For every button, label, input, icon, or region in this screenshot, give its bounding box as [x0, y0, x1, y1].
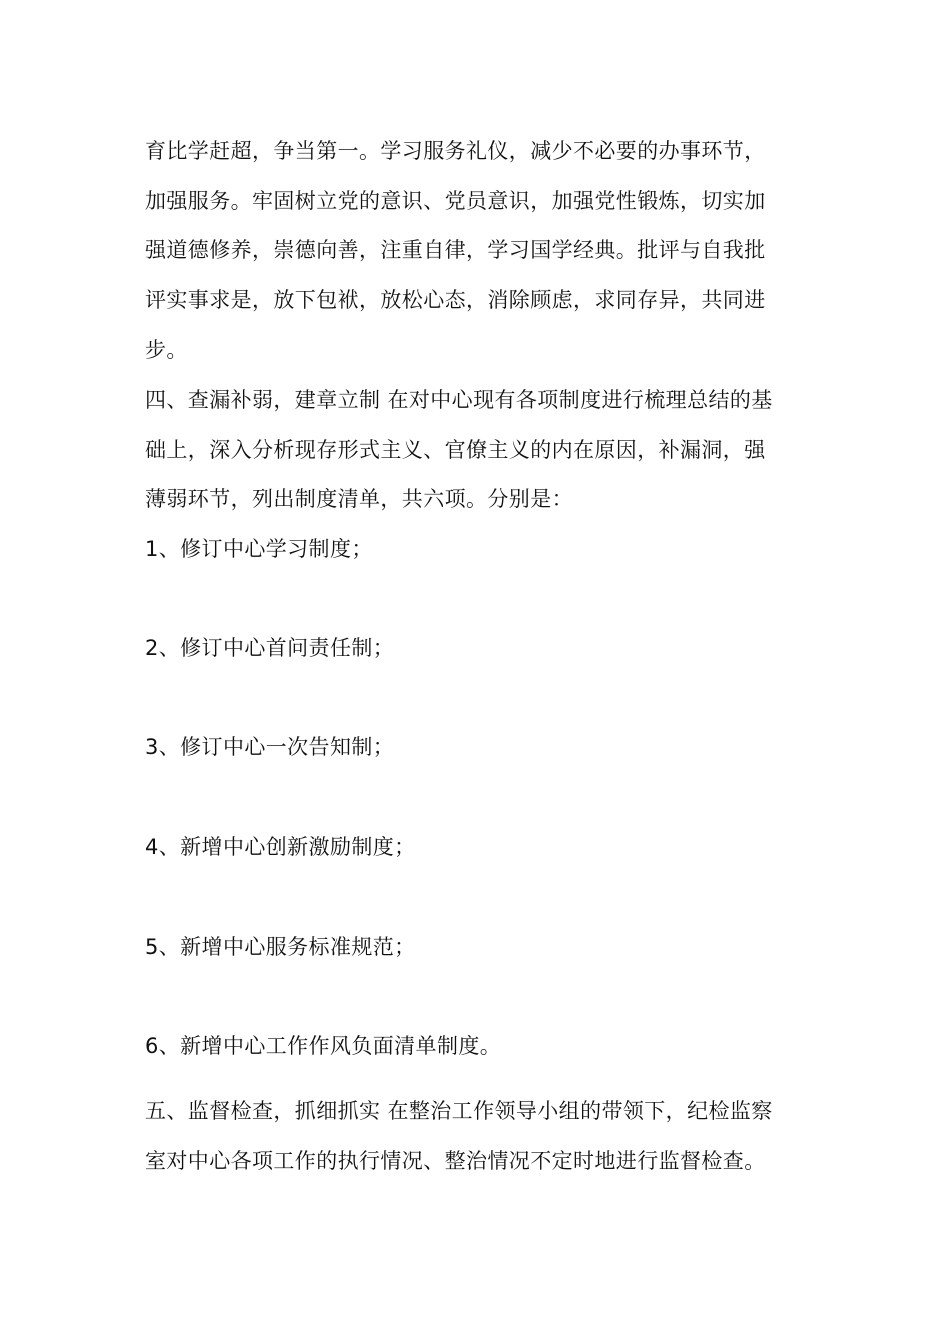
paragraph-line: 育比学赶超，争当第一。学习服务礼仪，减少不必要的办事环节， — [145, 139, 766, 163]
paragraph-line: 强道德修养，崇德向善，注重自律，学习国学经典。批评与自我批 — [145, 238, 766, 262]
list-item: 2、修订中心首问责任制； — [145, 636, 395, 660]
paragraph-line: 室对中心各项工作的执行情况、整治情况不定时地进行监督检查。 — [145, 1149, 766, 1173]
section-5-heading-line: 五、监督检查，抓细抓实 在整治工作领导小组的带领下，纪检监察 — [145, 1099, 773, 1123]
paragraph-line: 评实事求是，放下包袱，放松心态，消除顾虑，求同存异，共同进 — [145, 288, 766, 312]
paragraph-line: 薄弱环节，列出制度清单，共六项。分别是： — [145, 487, 573, 511]
list-item: 4、新增中心创新激励制度； — [145, 835, 416, 859]
list-item: 6、新增中心工作作风负面清单制度。 — [145, 1034, 502, 1058]
paragraph-line: 础上，深入分析现存形式主义、官僚主义的内在原因，补漏洞，强 — [145, 438, 766, 462]
paragraph-line: 加强服务。牢固树立党的意识、党员意识，加强党性锻炼，切实加 — [145, 189, 766, 213]
paragraph-line: 步。 — [145, 338, 188, 362]
list-item: 3、修订中心一次告知制； — [145, 735, 395, 759]
section-4-heading-line: 四、查漏补弱，建章立制 在对中心现有各项制度进行梳理总结的基 — [145, 388, 773, 412]
list-item: 5、新增中心服务标准规范； — [145, 935, 416, 959]
list-item: 1、修订中心学习制度； — [145, 537, 373, 561]
